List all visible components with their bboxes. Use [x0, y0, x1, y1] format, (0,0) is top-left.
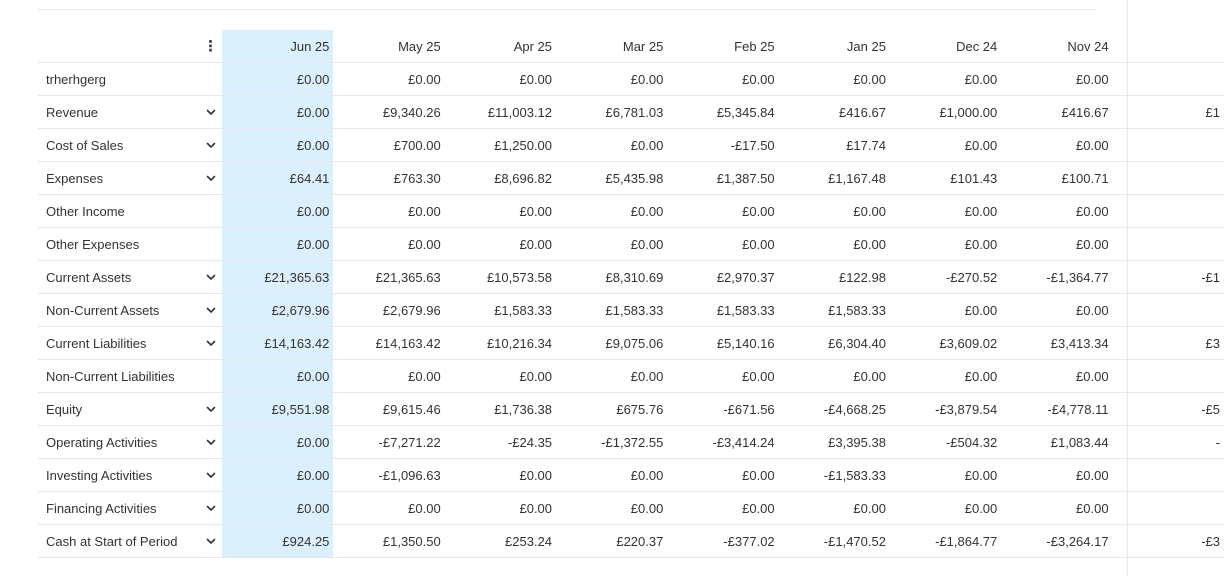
value-cell: £3 — [1113, 327, 1224, 360]
value-cell: £0.00 — [667, 63, 778, 96]
value-cell: £0.00 — [667, 360, 778, 393]
column-header-month[interactable]: Jan 25 — [779, 30, 890, 63]
value-cell: -£7,271.22 — [333, 426, 444, 459]
value-cell: £9,075.06 — [556, 327, 667, 360]
row-label-cell[interactable] — [38, 459, 222, 492]
value-cell: -£377.02 — [667, 525, 778, 558]
table-row — [38, 63, 1224, 96]
row-label-cell[interactable] — [38, 96, 222, 129]
chevron-down-icon[interactable] — [204, 105, 218, 119]
value-cell: £0.00 — [445, 195, 556, 228]
value-cell: £0.00 — [890, 360, 1001, 393]
value-cell: £8,696.82 — [445, 162, 556, 195]
table-body — [38, 63, 1224, 558]
value-cell: £0.00 — [890, 459, 1001, 492]
row-label-cell[interactable] — [38, 525, 222, 558]
value-cell: £416.67 — [1001, 96, 1112, 129]
value-cell: £253.24 — [445, 525, 556, 558]
value-cell: £0.00 — [222, 96, 333, 129]
row-label-cell — [38, 63, 222, 96]
value-cell: -£4,668.25 — [779, 393, 890, 426]
value-cell: £0.00 — [556, 459, 667, 492]
value-cell: £2,679.96 — [333, 294, 444, 327]
table-row — [38, 426, 1224, 459]
row-label: Cash at Start of Period — [46, 533, 178, 549]
value-cell: £0.00 — [445, 360, 556, 393]
row-label-cell[interactable] — [38, 261, 222, 294]
value-cell: £0.00 — [779, 360, 890, 393]
value-cell: £0.00 — [779, 228, 890, 261]
value-cell — [1113, 63, 1224, 96]
chevron-down-icon[interactable] — [204, 138, 218, 152]
value-cell: £0.00 — [890, 129, 1001, 162]
value-cell: £9,551.98 — [222, 393, 333, 426]
value-cell: £0.00 — [222, 228, 333, 261]
column-header-month[interactable]: Feb 25 — [667, 30, 778, 63]
chevron-down-icon[interactable] — [204, 402, 218, 416]
value-cell: £0.00 — [222, 63, 333, 96]
value-cell: £0.00 — [1001, 459, 1112, 492]
row-label-cell — [38, 195, 222, 228]
value-cell: £5,345.84 — [667, 96, 778, 129]
value-cell: £0.00 — [333, 360, 444, 393]
row-label-cell[interactable] — [38, 294, 222, 327]
value-cell: £0.00 — [556, 195, 667, 228]
table-row — [38, 228, 1224, 261]
row-label: Equity — [46, 401, 83, 417]
row-label: Investing Activities — [46, 467, 153, 483]
value-cell: £100.71 — [1001, 162, 1112, 195]
row-label: Expenses — [46, 170, 104, 186]
row-label: Current Assets — [46, 269, 132, 285]
value-cell: £0.00 — [445, 459, 556, 492]
value-cell: £0.00 — [333, 195, 444, 228]
row-label-cell[interactable] — [38, 162, 222, 195]
value-cell: £0.00 — [779, 195, 890, 228]
value-cell: £11,003.12 — [445, 96, 556, 129]
value-cell: £1,083.44 — [1001, 426, 1112, 459]
value-cell: £924.25 — [222, 525, 333, 558]
value-cell: -£3 — [1113, 525, 1224, 558]
value-cell: £0.00 — [1001, 294, 1112, 327]
value-cell: £1,583.33 — [779, 294, 890, 327]
row-label: trherhgerg — [46, 71, 106, 87]
table-row — [38, 294, 1224, 327]
value-cell: £1,250.00 — [445, 129, 556, 162]
value-cell: £1,387.50 — [667, 162, 778, 195]
value-cell: -£3,414.24 — [667, 426, 778, 459]
chevron-down-icon[interactable] — [204, 468, 218, 482]
value-cell: £700.00 — [333, 129, 444, 162]
table-row — [38, 360, 1224, 393]
value-cell: £0.00 — [445, 63, 556, 96]
value-cell: - — [1113, 426, 1224, 459]
value-cell: -£504.32 — [890, 426, 1001, 459]
value-cell: £9,615.46 — [333, 393, 444, 426]
value-cell: £1,000.00 — [890, 96, 1001, 129]
value-cell: £0.00 — [556, 360, 667, 393]
value-cell: -£1,583.33 — [779, 459, 890, 492]
value-cell: £0.00 — [222, 426, 333, 459]
value-cell: £10,216.34 — [445, 327, 556, 360]
value-cell: £0.00 — [222, 492, 333, 525]
table-row — [38, 129, 1224, 162]
row-label: Non-Current Liabilities — [46, 368, 175, 384]
value-cell: £0.00 — [1001, 360, 1112, 393]
row-label: Operating Activities — [46, 434, 158, 450]
value-cell: £0.00 — [667, 195, 778, 228]
row-label-cell[interactable] — [38, 426, 222, 459]
chevron-down-icon[interactable] — [204, 303, 218, 317]
value-cell: -£1,096.63 — [333, 459, 444, 492]
value-cell: £0.00 — [779, 492, 890, 525]
value-cell: £675.76 — [556, 393, 667, 426]
value-cell: £1,736.38 — [445, 393, 556, 426]
value-cell: -£4,778.11 — [1001, 393, 1112, 426]
value-cell: £0.00 — [890, 63, 1001, 96]
value-cell — [1113, 492, 1224, 525]
value-cell: £3,609.02 — [890, 327, 1001, 360]
chevron-down-icon[interactable] — [204, 270, 218, 284]
value-cell: -£1,372.55 — [556, 426, 667, 459]
table-row — [38, 96, 1224, 129]
value-cell: -£1,364.77 — [1001, 261, 1112, 294]
value-cell: £1 — [1113, 96, 1224, 129]
row-label: Cost of Sales — [46, 137, 124, 153]
row-label: Non-Current Assets — [46, 302, 160, 318]
vertical-dots-icon[interactable]: ⋮ — [203, 38, 219, 55]
column-menu-cell — [38, 30, 222, 63]
table-row — [38, 459, 1224, 492]
value-cell: £0.00 — [556, 228, 667, 261]
table-row — [38, 327, 1224, 360]
value-cell: -£3,879.54 — [890, 393, 1001, 426]
value-cell — [1113, 360, 1224, 393]
column-header-month[interactable]: Nov 24 — [1001, 30, 1112, 63]
value-cell: £10,573.58 — [445, 261, 556, 294]
value-cell: £2,679.96 — [222, 294, 333, 327]
value-cell: £0.00 — [1001, 195, 1112, 228]
value-cell: £0.00 — [890, 492, 1001, 525]
row-label: Current Liabilities — [46, 335, 147, 351]
value-cell: £0.00 — [667, 459, 778, 492]
value-cell — [1113, 129, 1224, 162]
value-cell: £1,167.48 — [779, 162, 890, 195]
table-row — [38, 195, 1224, 228]
top-divider — [38, 9, 1096, 10]
value-cell: £3,395.38 — [779, 426, 890, 459]
value-cell: £0.00 — [1001, 228, 1112, 261]
value-cell: -£1,470.52 — [779, 525, 890, 558]
value-cell: £0.00 — [445, 492, 556, 525]
value-cell: £14,163.42 — [333, 327, 444, 360]
value-cell: £416.67 — [779, 96, 890, 129]
row-label: Financing Activities — [46, 500, 157, 516]
value-cell: £14,163.42 — [222, 327, 333, 360]
row-label-cell — [38, 360, 222, 393]
value-cell: £0.00 — [222, 129, 333, 162]
value-cell: £21,365.63 — [222, 261, 333, 294]
table-row — [38, 261, 1224, 294]
value-cell: £0.00 — [333, 63, 444, 96]
value-cell: £0.00 — [222, 459, 333, 492]
value-cell: £0.00 — [667, 228, 778, 261]
chevron-down-icon[interactable] — [204, 435, 218, 449]
row-label-cell[interactable] — [38, 393, 222, 426]
row-label-cell[interactable] — [38, 492, 222, 525]
value-cell — [1113, 459, 1224, 492]
table-row — [38, 525, 1224, 558]
value-cell: £1,583.33 — [667, 294, 778, 327]
value-cell: £0.00 — [445, 228, 556, 261]
row-label-cell[interactable] — [38, 327, 222, 360]
value-cell: £3,413.34 — [1001, 327, 1112, 360]
value-cell: -£1,864.77 — [890, 525, 1001, 558]
chevron-down-icon[interactable] — [204, 336, 218, 350]
row-label: Other Expenses — [46, 236, 140, 252]
value-cell: £0.00 — [1001, 492, 1112, 525]
value-cell: £122.98 — [779, 261, 890, 294]
header-row — [38, 30, 1224, 63]
value-cell: £1,583.33 — [445, 294, 556, 327]
value-cell — [1113, 162, 1224, 195]
row-label: Revenue — [46, 104, 99, 120]
value-cell: £5,140.16 — [667, 327, 778, 360]
row-label: Other Income — [46, 203, 125, 219]
value-cell: -£17.50 — [667, 129, 778, 162]
value-cell: £0.00 — [556, 492, 667, 525]
value-cell: £21,365.63 — [333, 261, 444, 294]
value-cell: £0.00 — [556, 63, 667, 96]
value-cell: -£270.52 — [890, 261, 1001, 294]
chevron-down-icon[interactable] — [204, 171, 218, 185]
column-header-month[interactable]: Mar 25 — [556, 30, 667, 63]
value-cell: £0.00 — [333, 228, 444, 261]
value-cell: £9,340.26 — [333, 96, 444, 129]
financial-report-table — [38, 30, 1224, 558]
value-cell: £0.00 — [890, 195, 1001, 228]
value-cell: £0.00 — [667, 492, 778, 525]
row-label-cell — [38, 228, 222, 261]
value-cell: £0.00 — [890, 294, 1001, 327]
value-cell: -£3,264.17 — [1001, 525, 1112, 558]
table-row — [38, 393, 1224, 426]
value-cell: £5,435.98 — [556, 162, 667, 195]
column-header-month[interactable]: May 25 — [333, 30, 444, 63]
value-cell: £0.00 — [779, 63, 890, 96]
value-cell: £0.00 — [333, 492, 444, 525]
value-cell: £1,583.33 — [556, 294, 667, 327]
column-header-month[interactable] — [1113, 30, 1224, 63]
value-cell — [1113, 195, 1224, 228]
chevron-down-icon[interactable] — [204, 501, 218, 515]
chevron-down-icon[interactable] — [204, 534, 218, 548]
value-cell: £763.30 — [333, 162, 444, 195]
column-header-month[interactable]: Dec 24 — [890, 30, 1001, 63]
value-cell — [1113, 294, 1224, 327]
value-cell: -£671.56 — [667, 393, 778, 426]
value-cell: £17.74 — [779, 129, 890, 162]
value-cell: £0.00 — [890, 228, 1001, 261]
value-cell: £0.00 — [1001, 129, 1112, 162]
value-cell: £220.37 — [556, 525, 667, 558]
value-cell — [1113, 228, 1224, 261]
value-cell: £6,781.03 — [556, 96, 667, 129]
value-cell: £1,350.50 — [333, 525, 444, 558]
row-label-cell[interactable] — [38, 129, 222, 162]
value-cell: £0.00 — [556, 129, 667, 162]
value-cell: £0.00 — [222, 360, 333, 393]
column-header-month[interactable]: Jun 25 — [222, 30, 333, 63]
column-header-month[interactable]: Apr 25 — [445, 30, 556, 63]
value-cell: £8,310.69 — [556, 261, 667, 294]
value-cell: £0.00 — [1001, 63, 1112, 96]
report-table-viewport[interactable] — [38, 30, 1220, 576]
value-cell: £0.00 — [222, 195, 333, 228]
value-cell: £6,304.40 — [779, 327, 890, 360]
value-cell: -£5 — [1113, 393, 1224, 426]
table-row — [38, 492, 1224, 525]
value-cell: -£1 — [1113, 261, 1224, 294]
value-cell: £64.41 — [222, 162, 333, 195]
table-row — [38, 162, 1224, 195]
value-cell: £2,970.37 — [667, 261, 778, 294]
value-cell: -£24.35 — [445, 426, 556, 459]
value-cell: £101.43 — [890, 162, 1001, 195]
